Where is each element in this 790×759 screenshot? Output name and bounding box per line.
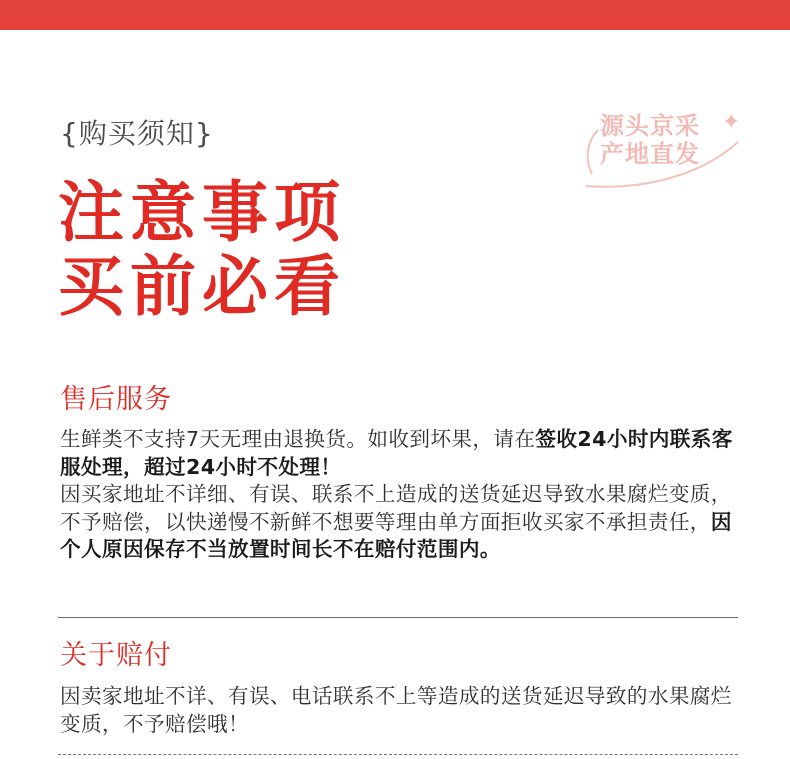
brand-logo xyxy=(578,100,748,192)
brand-text-line-1: 源头京采 xyxy=(600,112,700,140)
brand-text-line-2: 产地直发 xyxy=(600,140,700,168)
section-heading-after-sales: 售后服务 xyxy=(60,384,172,415)
page-subtitle: {购买须知} xyxy=(60,117,214,150)
bottom-dashed-divider xyxy=(58,754,738,755)
top-bar xyxy=(0,0,790,30)
after-sales-text xyxy=(60,426,740,564)
page-title-line-2: 买前必看 xyxy=(58,248,346,325)
after-sales-text-part-1: 生鲜类不支持7天无理由退换货。如收到坏果，请在 xyxy=(60,427,536,451)
after-sales-text-part-2: 因买家地址不详细、有误、联系不上造成的送货延迟导致水果腐烂变质，不予赔偿，以快递慢不新鲜不想要等理由单方面拒收买家不承担责任， xyxy=(60,482,732,534)
page-title-line-1: 注意事项 xyxy=(58,174,346,251)
section-heading-compensation: 关于赔付 xyxy=(60,640,172,671)
compensation-text: 因卖家地址不详、有误、电话联系不上等造成的送货延迟导致的水果腐烂变质，不予赔偿哦！ xyxy=(60,684,732,736)
after-sales-text-emphasis-2: 因个人原因保存不当放置时间长不在赔付范围内。 xyxy=(60,509,732,561)
sparkle-icon: ✦ xyxy=(722,110,741,135)
section-divider xyxy=(58,617,738,618)
after-sales-text-emphasis-1: 签收24小时内联系客服处理，超过24小时不处理！ xyxy=(60,427,733,479)
